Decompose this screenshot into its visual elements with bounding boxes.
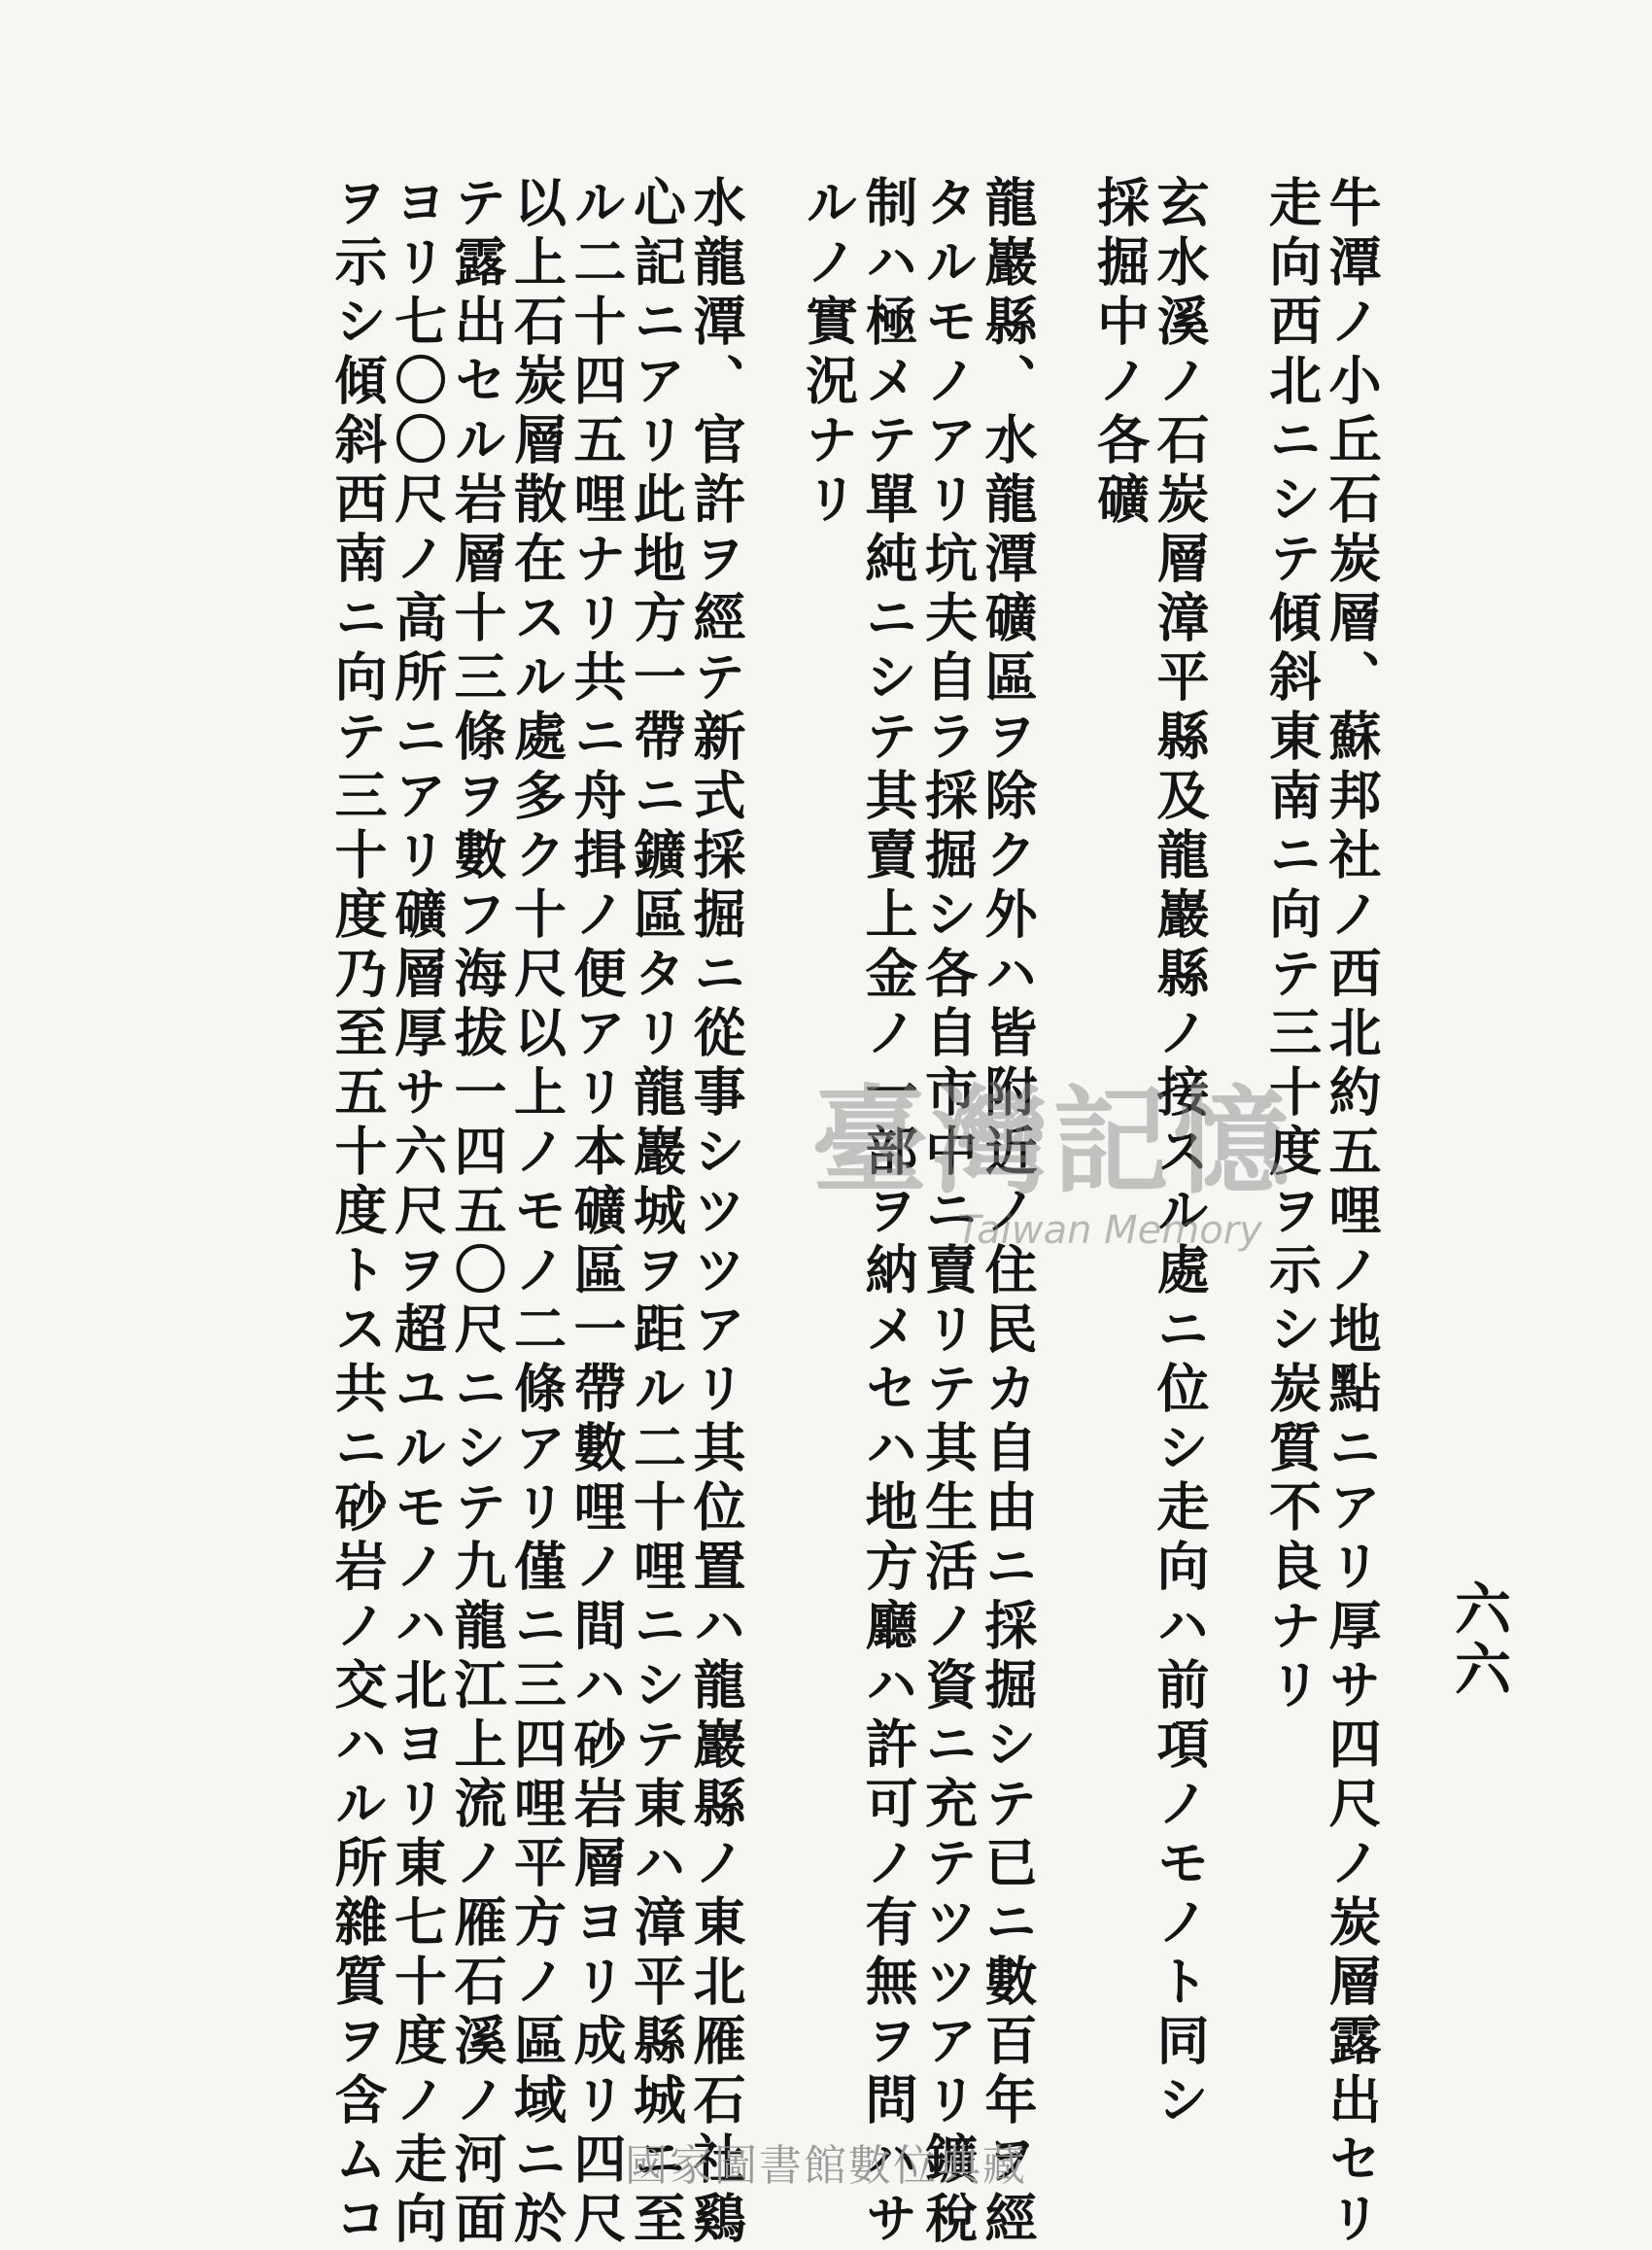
text-line: タルモノアリ坑夫自ラ採掘シ各自市中ニ賣リテ其生活ノ資ニ充テツツアリ鑛稅 bbox=[916, 175, 980, 2250]
text-line: 水龍潭、官許ヲ經テ新式採掘ニ從事シツツアリ其位置ハ龍巖縣ノ東北雁石社鷄 bbox=[685, 175, 747, 2250]
text-line: 牛潭ノ小丘石炭層、蘇邦社ノ西北約五哩ノ地點ニアリ厚サ四尺ノ炭層露出セリ bbox=[1321, 175, 1383, 2250]
library-footer: 國家圖書館數位典藏 bbox=[625, 2141, 1027, 2191]
page-number: 六六 bbox=[1445, 1579, 1511, 1700]
text-line: ルノ實況ナリ bbox=[797, 175, 860, 531]
text-line: 玄水溪ノ石炭層漳平縣及龍巖縣ノ接スル處ニ位シ走向ハ前項ノモノト同シ bbox=[1149, 175, 1211, 2131]
section-heading: 採掘中ノ各礦 bbox=[1088, 175, 1152, 531]
watermark-title: 臺灣記憶 bbox=[811, 1073, 1293, 1210]
text-line: 以上石炭層散在スル處多ク十尺以上ノモノ二條アリ僅ニ三四哩平方ノ區域ニ於 bbox=[505, 175, 568, 2250]
text-line: 心記ニアリ此地方一帶ニ鑛區タリ龍巖城ヲ距ル二十哩ニシテ東ハ漳平縣城ニ至 bbox=[625, 175, 688, 2250]
text-line: ヲ示シ傾斜西南ニ向テ三十度乃至五十度トス共ニ砂岩ノ交ハル所雜質ヲ含ムコ bbox=[327, 175, 389, 2250]
text-line: ル二十四五哩ナリ共ニ舟揖ノ便アリ本礦區一帶數哩ノ間ハ砂岩層ヨリ成リ四尺 bbox=[566, 175, 628, 2250]
text-line: 制ハ極メテ單純ニシテ其賣上金ノ一部ヲ納メセハ地方廳ハ許可ノ有無ヲ問ハサ bbox=[857, 175, 919, 2250]
watermark-subtitle: Taiwan Memory bbox=[957, 1208, 1262, 1253]
text-line: 走向西北ニシテ傾斜東南ニ向テ三十度ヲ示シ炭質不良ナリ bbox=[1260, 175, 1324, 1716]
text-line: テ露出セル岩層十三條ヲ數フ海拔一四五〇尺ニシテ九龍江上流ノ雁石溪ノ河面 bbox=[446, 175, 508, 2250]
text-line: ヨリ七〇〇尺ノ高所ニアリ礦層厚サ六尺ヲ超ユルモノハ北ヨリ東七十度ノ走向 bbox=[386, 175, 449, 2250]
text-line: 龍巖縣、水龍潭礦區ヲ除ク外ハ皆附近ノ住民カ自由ニ採掘シテ已ニ數百年ヲ經 bbox=[977, 175, 1039, 2250]
